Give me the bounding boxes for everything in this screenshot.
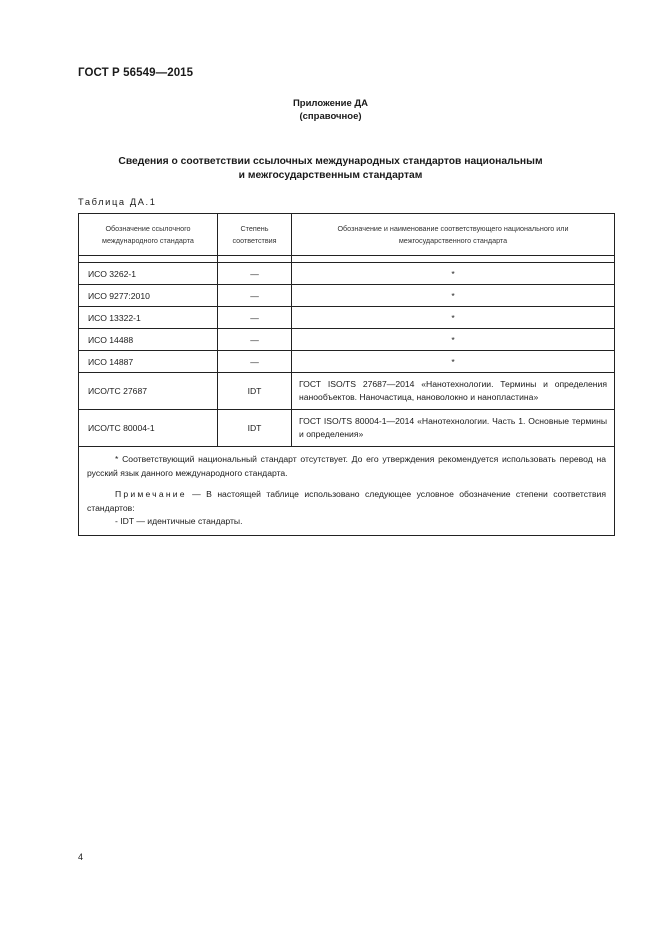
cell-degree: IDT — [218, 410, 292, 447]
correspondence-table — [78, 213, 615, 536]
table-row — [79, 351, 615, 373]
table-header-row — [79, 214, 615, 256]
annex-title: Приложение ДА — [292, 98, 369, 109]
table-label: Таблица ДА.1 — [78, 197, 157, 207]
cell-standard: ИСО 14887 — [79, 351, 218, 373]
document-code: ГОСТ Р 56549—2015 — [78, 67, 194, 79]
cell-national: * — [292, 351, 615, 373]
header-text: соответствия — [232, 235, 277, 245]
annex-subtitle: (справочное) — [299, 111, 362, 122]
header-text: Степень — [240, 223, 269, 233]
table-notes — [79, 447, 615, 536]
page-number: 4 — [78, 852, 84, 862]
cell-national: * — [292, 307, 615, 329]
cell-standard: ИСО/ТС 80004-1 — [79, 410, 218, 447]
annex-heading — [0, 97, 661, 123]
cell-standard: ИСО 3262-1 — [79, 263, 218, 285]
note-item: - IDT — идентичные стандарты. — [115, 516, 243, 526]
table-row — [79, 285, 615, 307]
table-row — [79, 410, 615, 447]
cell-national: ГОСТ ISO/TS 80004-1—2014 «Нанотехнологии. Часть 1. Основные термины и определения» — [292, 410, 615, 447]
header-text: Обозначение и наименование соответствующего национального или — [337, 223, 569, 233]
cell-standard: ИСО 13322-1 — [79, 307, 218, 329]
cell-degree: — — [218, 285, 292, 307]
cell-degree: — — [218, 307, 292, 329]
cell-standard: ИСО 14488 — [79, 329, 218, 351]
table-row — [79, 329, 615, 351]
cell-national: ГОСТ ISO/TS 27687—2014 «Нанотехнологии. Термины и определения нанообъектов. Наночастица, нановолокно и нанопластина» — [292, 373, 615, 410]
cell-standard: ИСО 9277:2010 — [79, 285, 218, 307]
cell-degree: — — [218, 351, 292, 373]
header-international-standard — [79, 214, 218, 256]
header-national-standard — [292, 214, 615, 256]
header-degree — [218, 214, 292, 256]
table-row — [79, 373, 615, 410]
header-text: международного стандарта — [102, 235, 194, 245]
cell-degree: IDT — [218, 373, 292, 410]
table-spacer-row — [79, 256, 615, 263]
note-label: Примечание — [115, 489, 187, 499]
table-notes-row — [79, 447, 615, 536]
cell-standard: ИСО/ТС 27687 — [79, 373, 218, 410]
cell-national: * — [292, 263, 615, 285]
table-note — [87, 488, 606, 515]
section-title — [0, 155, 661, 183]
section-title-line-1: Сведения о соответствии ссылочных международных стандартов национальным — [118, 156, 543, 167]
cell-degree: — — [218, 329, 292, 351]
table-row — [79, 307, 615, 329]
table-row — [79, 263, 615, 285]
note-text: — В настоящей таблице использовано следующее условное обозначение степени соответствия стандартов: — [87, 489, 606, 513]
cell-national: * — [292, 329, 615, 351]
header-text: межгосударственного стандарта — [398, 235, 508, 245]
header-text: Обозначение ссылочного — [105, 223, 191, 233]
cell-national: * — [292, 285, 615, 307]
table-footnote: * Соответствующий национальный стандарт отсутствует. До его утверждения рекомендуется использовать перевод на русский язык данного международного стандарта. — [87, 454, 606, 478]
cell-degree: — — [218, 263, 292, 285]
section-title-line-2: и межгосударственным стандартам — [238, 170, 423, 181]
